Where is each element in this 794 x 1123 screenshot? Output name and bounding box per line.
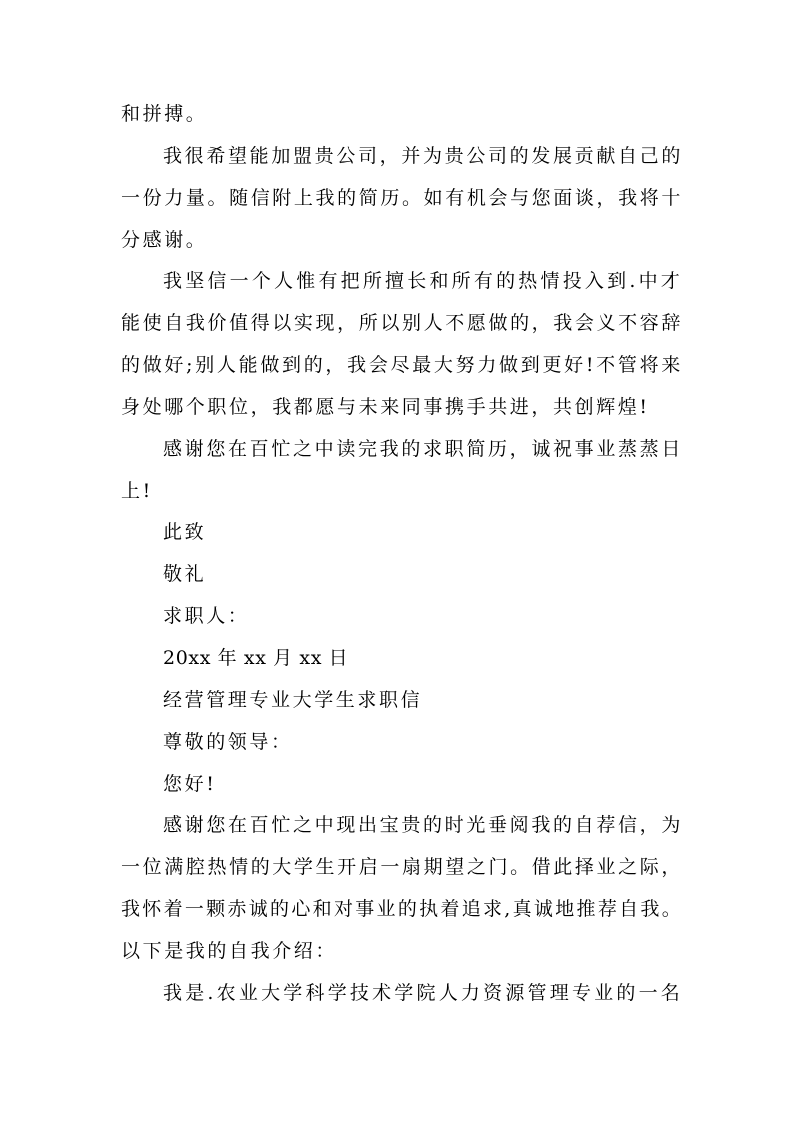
greeting-line xyxy=(121,764,683,806)
line-text: 上! xyxy=(121,479,153,502)
line-text: 一份力量。随信附上我的简历。如有机会与您面谈，我将十 xyxy=(121,186,683,209)
paragraph-line xyxy=(121,847,683,889)
paragraph-continuation xyxy=(121,94,683,136)
line-text: 分感谢。 xyxy=(121,228,208,251)
paragraph-line xyxy=(121,973,683,1015)
document-body xyxy=(121,94,683,1015)
signature-line xyxy=(121,596,683,638)
salutation-line xyxy=(121,722,683,764)
paragraph-line xyxy=(121,387,683,429)
paragraph-line xyxy=(121,303,683,345)
line-text: 身处哪个职位，我都愿与未来同事携手共进，共创辉煌! xyxy=(121,395,650,418)
salutation-text: 尊敬的领导： xyxy=(163,730,293,753)
line-text: 感谢您在百忙之中现出宝贵的时光垂阅我的自荐信，为 xyxy=(163,814,683,837)
paragraph-line xyxy=(121,471,683,513)
paragraph-intro xyxy=(121,805,683,972)
letter-title xyxy=(121,680,683,722)
line-text: 我很希望能加盟贵公司，并为贵公司的发展贡献自己的 xyxy=(163,144,683,167)
closing-line xyxy=(121,512,683,554)
line-text: 感谢您在百忙之中读完我的求职简历，诚祝事业蒸蒸日 xyxy=(163,437,683,460)
salute-text: 敬礼 xyxy=(163,563,207,586)
greeting-text: 您好! xyxy=(163,772,217,795)
paragraph-line xyxy=(121,261,683,303)
line-text: 的做好;别人能做到的，我会尽最大努力做到更好!不管将来 xyxy=(121,354,683,377)
paragraph-line xyxy=(121,220,683,262)
line-text: 我怀着一颗赤诚的心和对事业的执着追求,真诚地推荐自我。 xyxy=(121,898,683,921)
closing-text: 此致 xyxy=(163,521,207,544)
letter-title-text: 经营管理专业大学生求职信 xyxy=(163,688,423,711)
salute-line xyxy=(121,554,683,596)
date-text: 20xx 年 xx 月 xx 日 xyxy=(163,646,349,669)
paragraph-line xyxy=(121,136,683,178)
paragraph-join-company xyxy=(121,136,683,262)
paragraph-belief xyxy=(121,261,683,428)
paragraph-line xyxy=(121,345,683,387)
line-text: 我是.农业大学科学技术学院人力资源管理专业的一名 xyxy=(163,981,683,1004)
paragraph-self-introduction xyxy=(121,973,683,1015)
paragraph-line xyxy=(121,889,683,931)
line-text: 一位满腔热情的大学生开启一扇期望之门。借此择业之际， xyxy=(121,856,683,879)
signature-label: 求职人： xyxy=(163,605,250,628)
line-text: 能使自我价值得以实现，所以别人不愿做的，我会义不容辞 xyxy=(121,312,683,335)
line-text: 以下是我的自我介绍： xyxy=(121,939,338,962)
date-line xyxy=(121,638,683,680)
paragraph-line xyxy=(121,178,683,220)
paragraph-line xyxy=(121,805,683,847)
paragraph-line xyxy=(121,94,683,136)
line-text: 我坚信一个人惟有把所擅长和所有的热情投入到.中才 xyxy=(163,270,683,293)
paragraph-line xyxy=(121,931,683,973)
paragraph-thanks xyxy=(121,429,683,513)
paragraph-line xyxy=(121,429,683,471)
line-text: 和拼搏。 xyxy=(121,103,208,125)
